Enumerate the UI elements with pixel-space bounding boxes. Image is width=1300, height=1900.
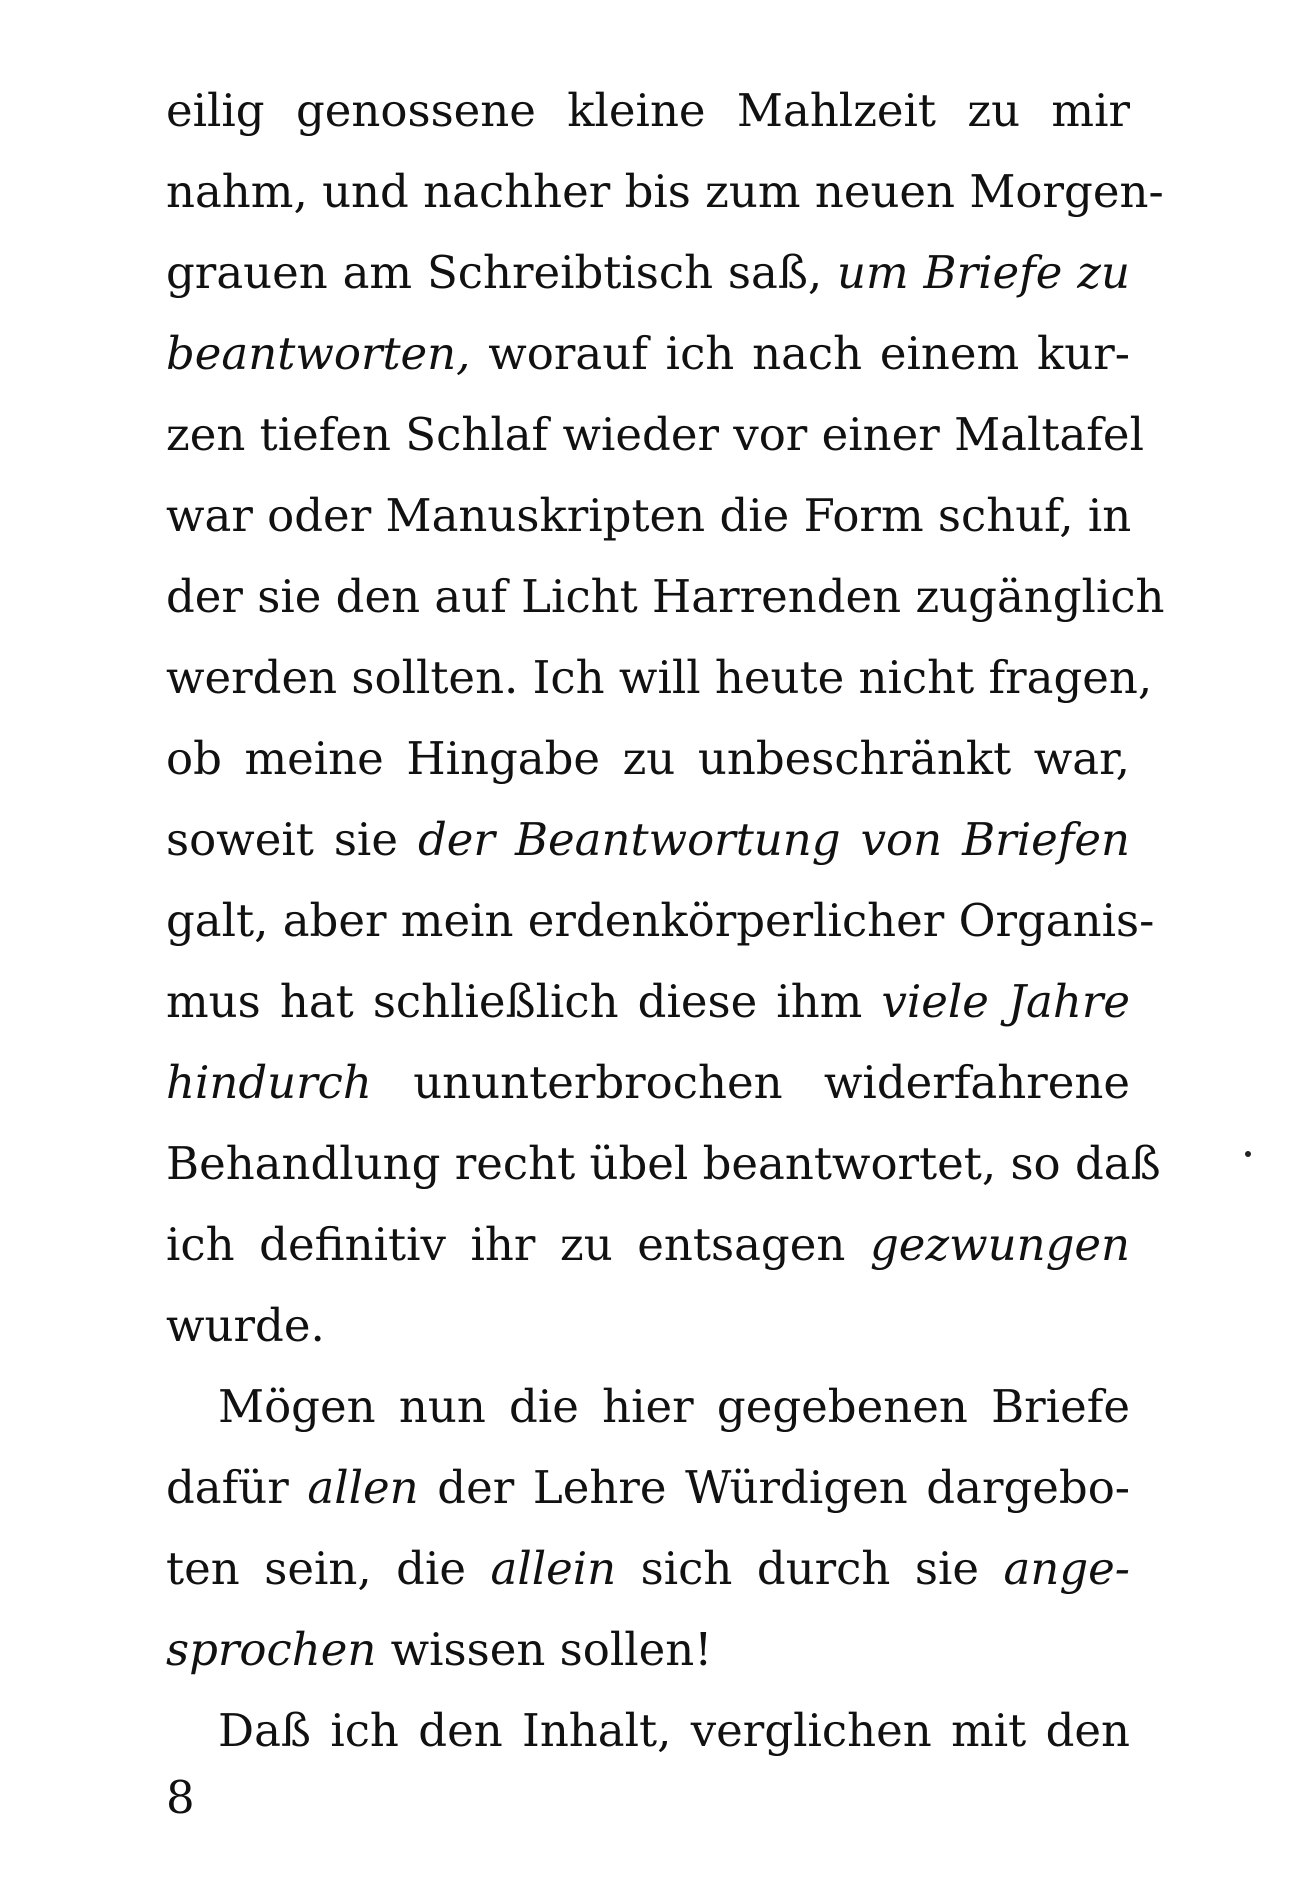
text-line — [166, 880, 1155, 961]
text-segment: galt, aber mein erdenkörperlicher Organis- — [166, 894, 1155, 947]
italic-text-segment: ange- — [1003, 1542, 1130, 1595]
text-segment: Behandlung recht übel beantwortet, so daß — [166, 1137, 1161, 1190]
text-line — [166, 232, 1130, 313]
text-line — [166, 1042, 1130, 1123]
text-line — [166, 394, 1144, 475]
text-line — [166, 1123, 1161, 1204]
italic-text-segment: viele Jahre — [881, 975, 1131, 1028]
text-segment: ununterbrochen widerfahrene — [371, 1056, 1130, 1109]
text-line — [166, 1528, 1130, 1609]
italic-text-segment: allen — [307, 1461, 419, 1514]
page-number: 8 — [166, 1771, 195, 1824]
text-segment: ob meine Hingabe zu unbeschränkt war, — [166, 732, 1130, 785]
text-segment: der Lehre Würdigen dargebo- — [418, 1461, 1130, 1514]
text-segment: dafür — [166, 1461, 308, 1514]
text-line — [166, 151, 1164, 232]
text-segment: grauen am Schreibtisch saß, — [166, 246, 838, 299]
text-line — [166, 1366, 1130, 1447]
text-segment: Mögen nun die hier gegebenen Briefe — [218, 1380, 1130, 1433]
text-line — [166, 961, 1130, 1042]
text-line — [166, 718, 1130, 799]
text-segment: ich definitiv ihr zu entsagen — [166, 1218, 870, 1271]
italic-text-segment: hindurch — [166, 1056, 372, 1109]
text-line — [166, 1609, 1130, 1690]
text-line — [166, 475, 1130, 556]
text-segment: ten sein, die — [166, 1542, 491, 1595]
text-segment: soweit sie — [166, 813, 418, 866]
body-text — [166, 70, 1165, 1771]
text-segment: eilig genossene kleine Mahlzeit zu mir — [166, 84, 1130, 137]
italic-text-segment: beantworten, — [166, 327, 471, 380]
text-segment: der sie den auf Licht Harrenden zugänglich — [166, 570, 1165, 623]
text-line — [166, 1285, 1130, 1366]
text-segment: worauf ich nach einem kur- — [470, 327, 1130, 380]
ink-speck — [1245, 1151, 1251, 1157]
text-segment: sich durch sie — [616, 1542, 1004, 1595]
italic-text-segment: sprochen — [166, 1623, 377, 1676]
text-segment: wurde. — [166, 1299, 325, 1352]
text-line — [166, 70, 1130, 151]
italic-text-segment: der Beantwortung von Briefen — [418, 813, 1130, 866]
text-line — [166, 637, 1153, 718]
text-line — [166, 313, 1130, 394]
italic-text-segment: allein — [490, 1542, 617, 1595]
text-segment: nahm, und nachher bis zum neuen Morgen- — [166, 165, 1164, 218]
text-line — [166, 1690, 1130, 1771]
text-segment: zen tiefen Schlaf wieder vor einer Maltafel — [166, 408, 1144, 461]
text-line — [166, 1447, 1130, 1528]
text-segment: war oder Manuskripten die Form schuf, in — [166, 489, 1132, 542]
italic-text-segment: um Briefe zu — [837, 246, 1130, 299]
italic-text-segment: gezwungen — [869, 1218, 1130, 1271]
text-segment: werden sollten. Ich will heute nicht fragen, — [166, 651, 1153, 704]
text-line — [166, 1204, 1130, 1285]
text-segment: Daß ich den Inhalt, verglichen mit den — [218, 1704, 1130, 1757]
text-segment: wissen sollen! — [376, 1623, 713, 1676]
text-segment: mus hat schließlich diese ihm — [166, 975, 882, 1028]
text-line — [166, 556, 1165, 637]
text-line — [166, 799, 1130, 880]
